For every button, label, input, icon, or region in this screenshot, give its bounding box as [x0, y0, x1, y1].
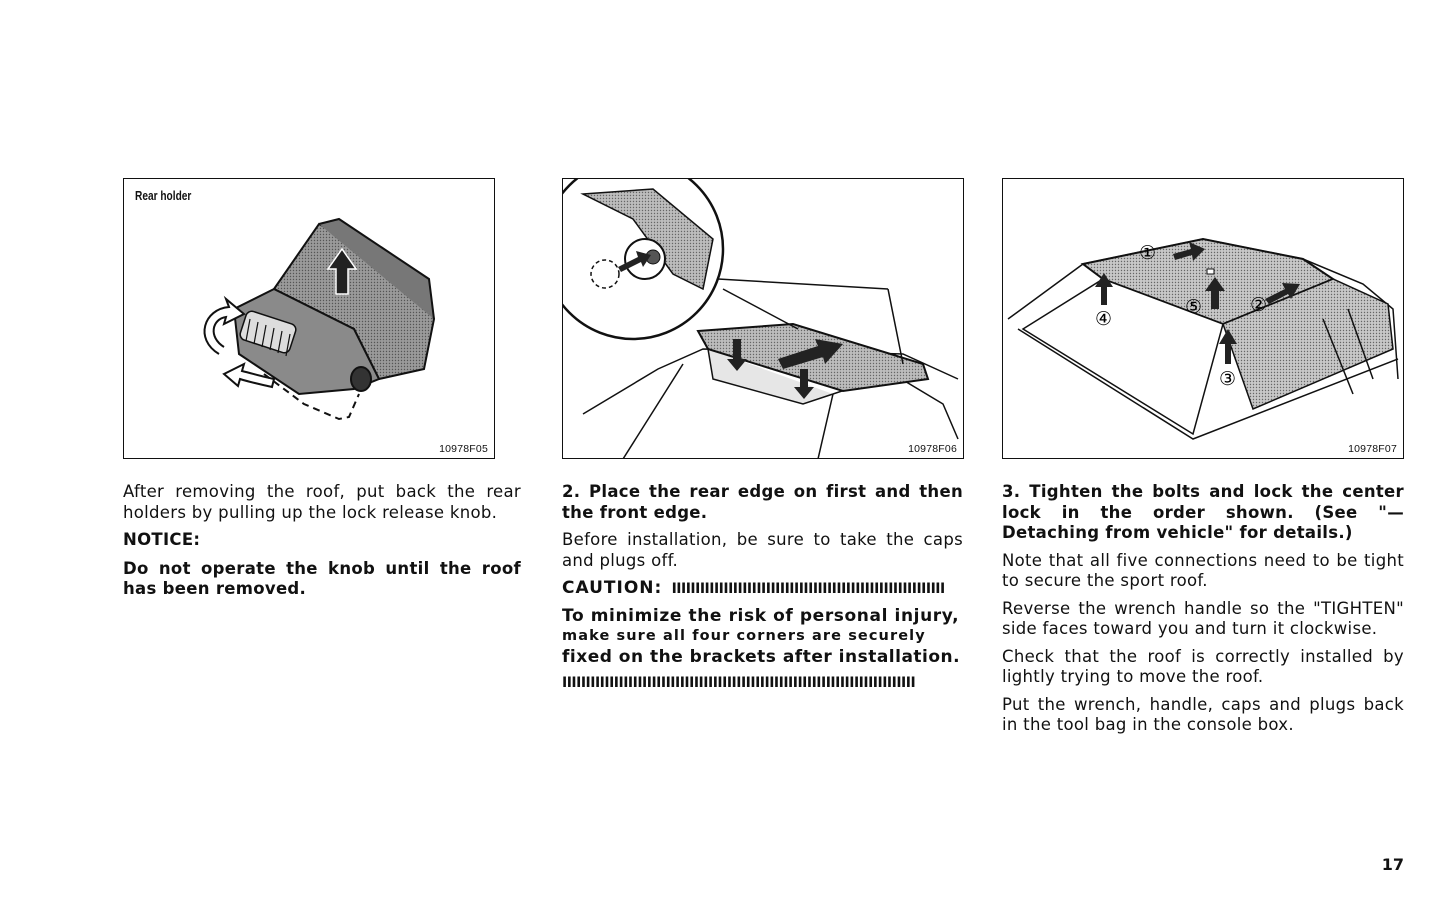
caution-heading-row: CAUTION: IIIIIIIIIIIIIIIIIIIIIIIIIIIIIIIIIIIIIIIIIIIIIIIIIIIIIIIIII	[562, 578, 945, 598]
callout-2: ②	[1250, 294, 1268, 316]
figure-code: 10978F07	[1348, 443, 1397, 455]
caution-heading: CAUTION:	[562, 578, 663, 598]
column-1	[123, 482, 521, 607]
callout-3: ③	[1219, 368, 1237, 390]
callout-5: ⑤	[1185, 296, 1203, 318]
tighten-bolts-illustration	[1003, 179, 1404, 459]
rear-holder-illustration	[124, 179, 495, 459]
place-roof-illustration	[563, 179, 964, 459]
page-number: 17	[1381, 855, 1404, 874]
figure-place-roof	[562, 178, 964, 459]
body-paragraph-3: Check that the roof is correctly installed by lightly trying to move the roof.	[1002, 646, 1404, 686]
caution-line-2: make sure all four corners are securely	[562, 628, 926, 644]
column-2	[562, 482, 963, 694]
caution-line-1: To minimize the risk of personal injury,	[562, 605, 960, 626]
caution-line-3: fixed on the brackets after installation.	[562, 646, 961, 667]
body-paragraph-4: Put the wrench, handle, caps and plugs back in the tool bag in the console box.	[1002, 694, 1404, 734]
body-paragraph: Before installation, be sure to take the caps and plugs off.	[562, 530, 963, 570]
notice-text: Do not operate the knob until the roof has been removed.	[123, 558, 521, 598]
step-heading: 2. Place the rear edge on first and then the front edge.	[562, 482, 963, 522]
callout-1: ①	[1139, 242, 1157, 264]
step-heading: 3. Tighten the bolts and lock the center lock in the order shown. (See "—Detaching from vehicle" for details.)	[1002, 482, 1404, 542]
body-paragraph: After removing the roof, put back the rear holders by pulling up the lock release knob.	[123, 482, 521, 522]
column-3	[1002, 482, 1404, 743]
figure-code: 10978F06	[908, 443, 957, 455]
notice-heading: NOTICE:	[123, 530, 201, 549]
callout-4: ④	[1095, 308, 1113, 330]
figure-tighten-bolts	[1002, 178, 1404, 459]
body-paragraph-1: Note that all five connections need to be tight to secure the sport roof.	[1002, 550, 1404, 590]
figure-label: Rear holder	[135, 188, 192, 203]
body-paragraph-2: Reverse the wrench handle so the "TIGHTEN" side faces toward you and turn it clockwise.	[1002, 598, 1404, 638]
figure-rear-holder	[123, 178, 495, 459]
figure-code: 10978F05	[439, 443, 488, 455]
caution-bottom-rule: IIIIIIIIIIIIIIIIIIIIIIIIIIIIIIIIIIIIIIIIIIIIIIIIIIIIIIIIIIIIIIIIIIIIIIIIIII	[562, 675, 916, 691]
